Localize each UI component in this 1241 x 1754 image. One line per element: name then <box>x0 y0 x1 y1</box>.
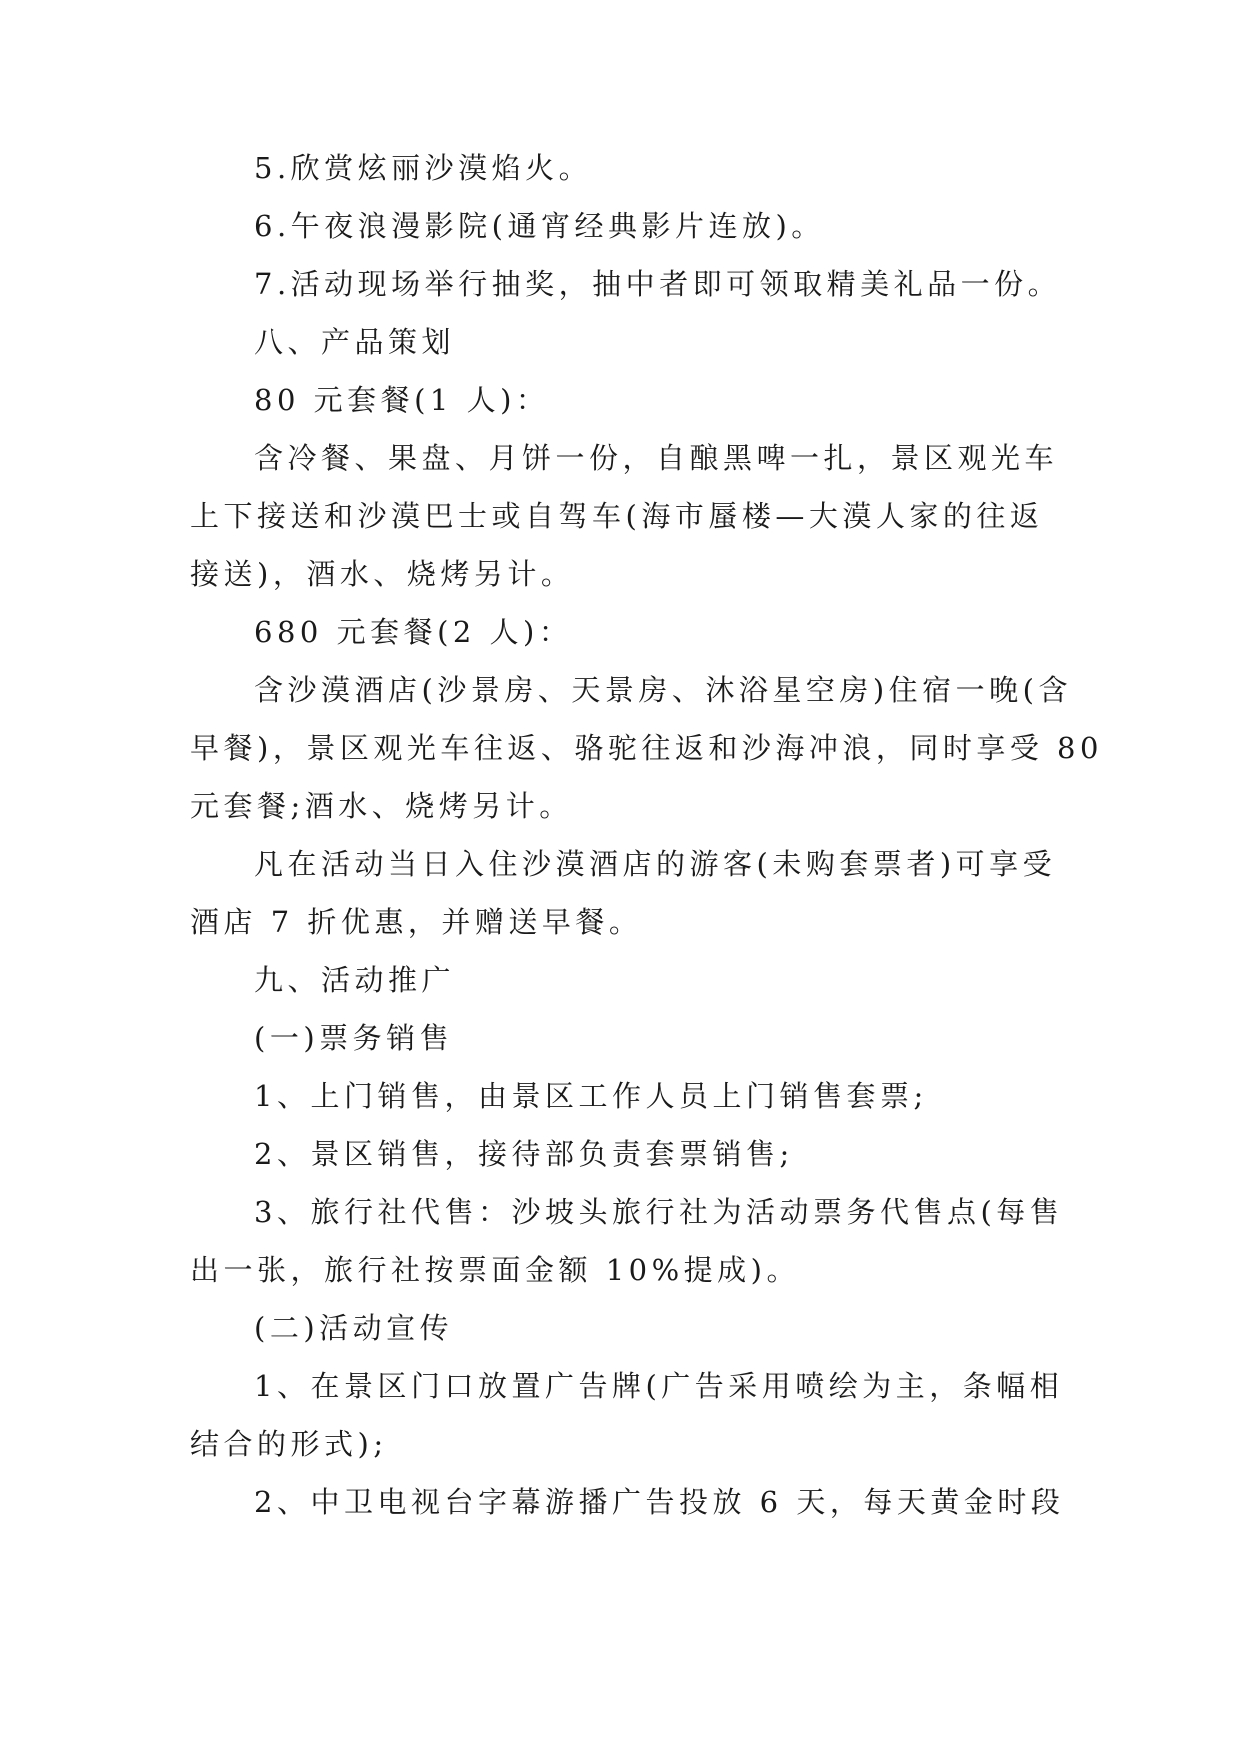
text-line: 2、景区销售，接待部负责套票销售; <box>254 1137 794 1171</box>
section-heading: 九、活动推广 <box>254 963 456 997</box>
text-line: 早餐)，景区观光车往返、骆驼往返和沙海冲浪，同时享受 80 <box>190 731 1103 765</box>
text-line: 1、上门销售，由景区工作人员上门销售套票; <box>254 1079 928 1113</box>
subsection-heading: (一)票务销售 <box>254 1021 454 1055</box>
text-line: 3、旅行社代售：沙坡头旅行社为活动票务代售点(每售 <box>254 1195 1064 1229</box>
text-line: 2、中卫电视台字幕游播广告投放 6 天，每天黄金时段 <box>254 1485 1065 1519</box>
text-line: 6.午夜浪漫影院(通宵经典影片连放)。 <box>254 209 825 243</box>
text-line: 元套餐;酒水、烧烤另计。 <box>190 789 573 823</box>
text-line: 接送)，酒水、烧烤另计。 <box>190 557 575 591</box>
text-line: 80 元套餐(1 人)： <box>254 383 550 417</box>
text-line: 1、在景区门口放置广告牌(广告采用喷绘为主，条幅相 <box>254 1369 1064 1403</box>
text-line: 凡在活动当日入住沙漠酒店的游客(未购套票者)可享受 <box>254 847 1057 881</box>
text-line: 680 元套餐(2 人)： <box>254 615 573 649</box>
section-heading: 八、产品策划 <box>254 325 456 359</box>
text-line: 7.活动现场举行抽奖，抽中者即可领取精美礼品一份。 <box>254 267 1062 301</box>
text-line: 含冷餐、果盘、月饼一份，自酿黑啤一扎，景区观光车 <box>254 441 1059 475</box>
text-line: 出一张，旅行社按票面金额 10%提成)。 <box>190 1253 800 1287</box>
text-line: 上下接送和沙漠巴士或自驾车(海市蜃楼—大漠人家的往返 <box>190 499 1044 533</box>
subsection-heading: (二)活动宣传 <box>254 1311 454 1345</box>
text-line: 酒店 7 折优惠，并赠送早餐。 <box>190 905 643 939</box>
text-line: 5.欣赏炫丽沙漠焰火。 <box>254 151 593 185</box>
text-line: 含沙漠酒店(沙景房、天景房、沐浴星空房)住宿一晚(含 <box>254 673 1072 707</box>
text-line: 结合的形式); <box>190 1427 388 1461</box>
